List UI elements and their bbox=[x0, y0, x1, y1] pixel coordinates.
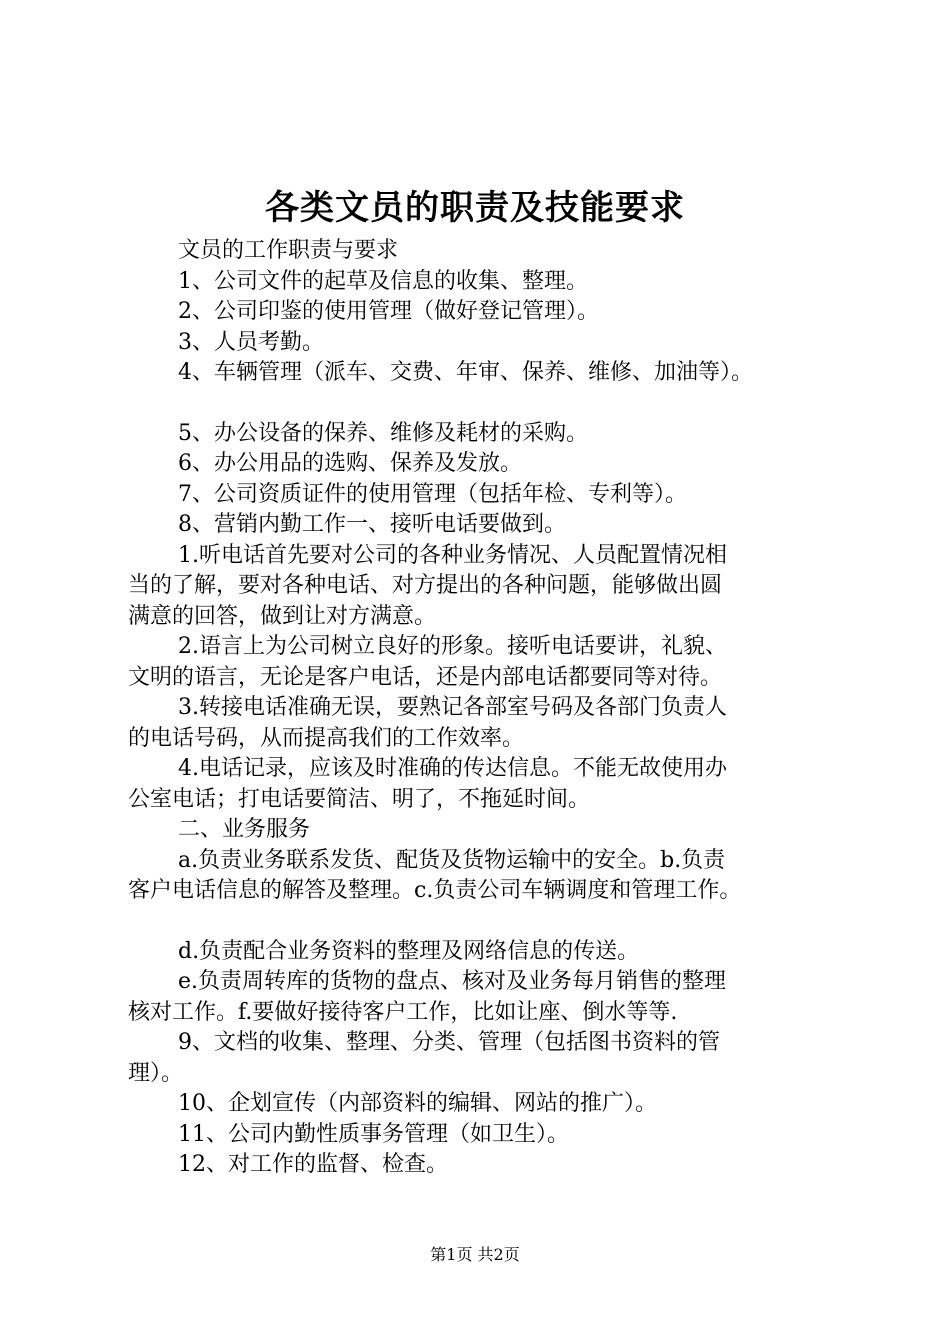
list-item: 10、企划宣传（内部资料的编辑、网站的推广）。 bbox=[178, 1091, 657, 1116]
paragraph-line: 1.听电话首先要对公司的各种业务情况、人员配置情况相 bbox=[178, 542, 727, 568]
list-item: 1、公司文件的起草及信息的收集、整理。 bbox=[178, 268, 588, 294]
paragraph-line: 2.语言上为公司树立良好的形象。接听电话要讲，礼貌、 bbox=[178, 634, 727, 659]
list-item: 7、公司资质证件的使用管理（包括年检、专利等）。 bbox=[178, 481, 687, 507]
paragraph-line: 满意的回答，做到让对方满意。 bbox=[128, 603, 437, 629]
list-item: 2、公司印鉴的使用管理（做好登记管理）。 bbox=[178, 299, 599, 324]
list-item: 5、办公设备的保养、维修及耗材的采购。 bbox=[178, 420, 588, 446]
section-heading: 二、业务服务 bbox=[178, 817, 311, 842]
paragraph-line: 理）。 bbox=[128, 1060, 184, 1086]
list-item: 8、营销内勤工作一、接听电话要做到。 bbox=[178, 512, 566, 537]
list-item: 9、文档的收集、整理、分类、管理（包括图书资料的管 bbox=[178, 1030, 720, 1055]
paragraph-line: 核对工作。f.要做好接待客户工作，比如让座、倒水等等. bbox=[128, 999, 678, 1025]
paragraph-gap bbox=[128, 389, 850, 419]
paragraph-gap bbox=[128, 907, 850, 937]
paragraph-line: d.负责配合业务资料的整理及网络信息的传送。 bbox=[178, 938, 640, 964]
paragraph-line: 文明的语言，无论是客户电话，还是内部电话都要同等对待。 bbox=[128, 664, 723, 690]
paragraph-line: 客户电话信息的解答及整理。c.负责公司车辆调度和管理工作。 bbox=[128, 878, 742, 903]
list-item: 12、对工作的监督、检查。 bbox=[178, 1152, 448, 1177]
list-item: 4、车辆管理（派车、交费、年审、保养、维修、加油等）。 bbox=[178, 360, 753, 385]
list-item: 3、人员考勤。 bbox=[178, 329, 324, 355]
page-number: 第1页 共2页 bbox=[430, 1245, 520, 1264]
document-title: 各类文员的职责及技能要求 bbox=[265, 188, 685, 228]
paragraph-line: 3.转接电话准确无误，要熟记各部室号码及各部门负责人 bbox=[178, 695, 727, 720]
paragraph-line: a.负责业务联系发货、配货及货物运输中的安全。b.负责 bbox=[178, 847, 726, 873]
paragraph-line: 当的了解，要对各种电话、对方提出的各种问题，能够做出圆 bbox=[128, 573, 723, 598]
paragraph-line: 4.电话记录，应该及时准确的传达信息。不能无故使用办 bbox=[178, 756, 727, 781]
paragraph-line: 的电话号码，从而提高我们的工作效率。 bbox=[128, 725, 525, 751]
document-body bbox=[128, 236, 850, 1181]
paragraph-line: e.负责周转库的货物的盘点、核对及业务每月销售的整理 bbox=[178, 969, 727, 994]
paragraph-line: 公室电话；打电话要简洁、明了，不拖延时间。 bbox=[128, 786, 591, 812]
list-item: 11、公司内勤性质事务管理（如卫生）。 bbox=[178, 1121, 569, 1147]
section-heading: 文员的工作职责与要求 bbox=[178, 238, 399, 263]
list-item: 6、办公用品的选购、保养及发放。 bbox=[178, 451, 522, 476]
